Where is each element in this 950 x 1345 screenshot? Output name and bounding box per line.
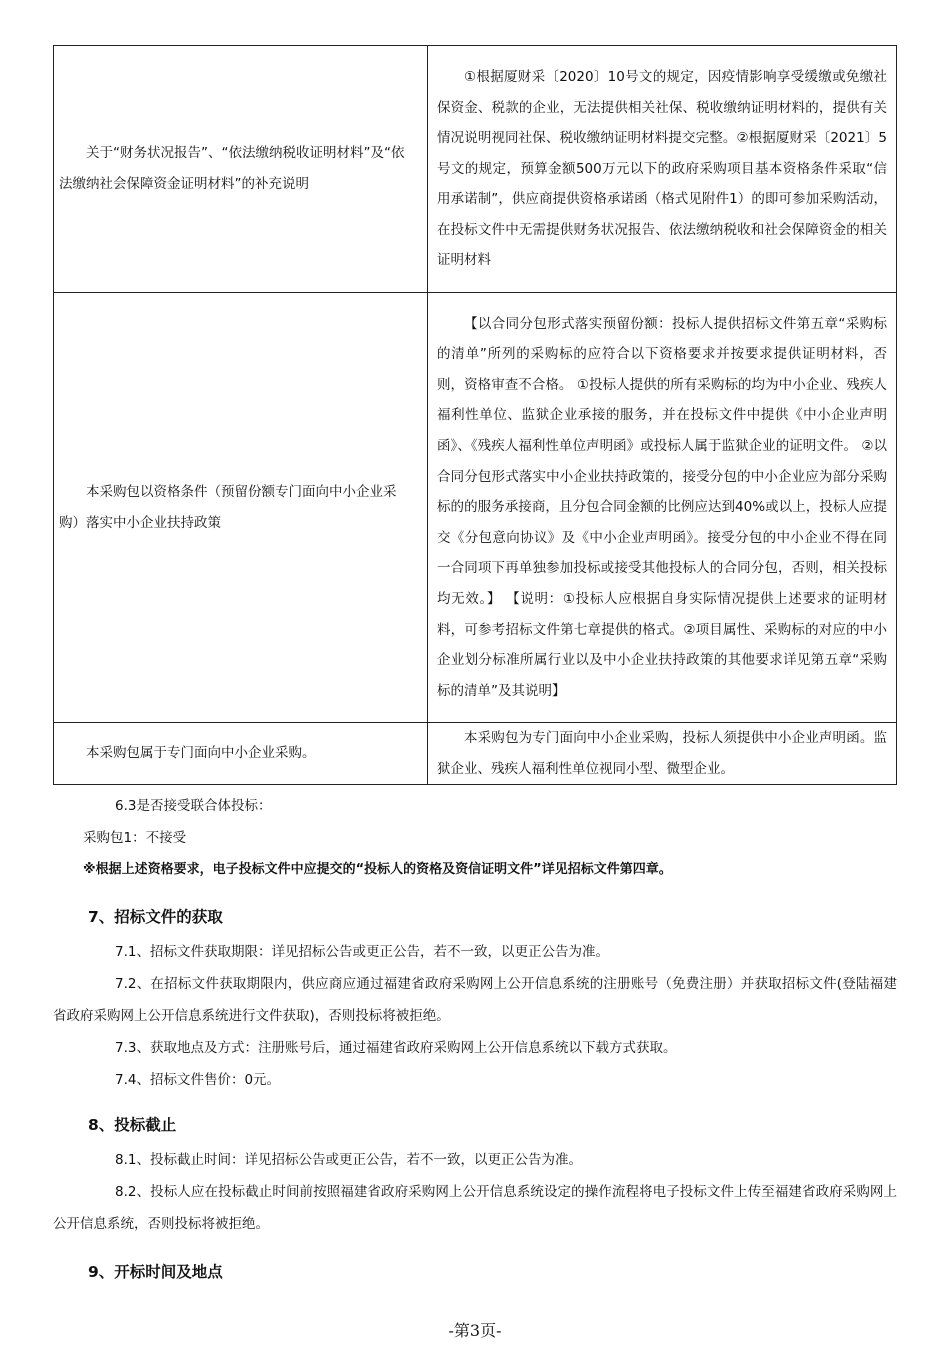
section-8-body bbox=[53, 1144, 897, 1240]
section-6-3 bbox=[53, 790, 897, 886]
list-item: 7.2、在招标文件获取期限内，供应商应通过福建省政府采购网上公开信息系统的注册账号（免费注册）并获取招标文件(登陆福建省政府采购网上公开信息系统进行文件获取)，否则投标将被拒绝。 bbox=[53, 976, 897, 1024]
table-cell-content: 【以合同分包形式落实预留份额：投标人提供招标文件第五章“采购标的清单”所列的采购标的应符合以下资格要求并按要求提供证明材料，否则，资格审查不合格。 ①投标人提供的所有采购标的均为中小企业、残疾人福利性单位、监狱企业承接的服务，并在投标文件中提供《中小企业声明函》、《残疾人福利性单位声明函》或投标人属于监狱企业的证明文件。 ②以合同分包形式落实中小企业扶持政策的，接受分包的中小企业应为部分采购标的的服务承接商，且分包合同金额的比例应达到40%或以上，投标人应提交《分包意向协议》及《中小企业声明函》。接受分包的中小企业不得在同一合同项下再单独参加投标或接受其他投标人的合同分包，否则，相关投标均无效。】 【说明：①投标人应根据自身实际情况提供上述要求的证明材料，可参考招标文件第七章提供的格式。②项目属性、采购标的对应的中小企业划分标准所属行业以及中小企业扶持政策的其他要求详见第五章“采购标的清单”及其说明】 bbox=[428, 293, 897, 723]
section-7-body bbox=[53, 936, 897, 1096]
table-row bbox=[54, 293, 897, 723]
list-item: 7.3、获取地点及方式：注册账号后，通过福建省政府采购网上公开信息系统以下载方式获取。 bbox=[115, 1040, 677, 1056]
section-8-title: 8、投标截止 bbox=[88, 1116, 177, 1134]
list-item: 7.4、招标文件售价：0元。 bbox=[115, 1072, 281, 1088]
list-item: 8.2、投标人应在投标截止时间前按照福建省政府采购网上公开信息系统设定的操作流程将电子投标文件上传至福建省政府采购网上公开信息系统，否则投标将被拒绝。 bbox=[53, 1184, 897, 1232]
section-9-title: 9、开标时间及地点 bbox=[88, 1263, 223, 1281]
table-cell-content: 本采购包为专门面向中小企业采购，投标人须提供中小企业声明函。监狱企业、残疾人福利性单位视同小型、微型企业。 bbox=[428, 723, 897, 785]
list-item: 8.1、投标截止时间：详见招标公告或更正公告，若不一致，以更正公告为准。 bbox=[115, 1152, 582, 1168]
table-cell-label: 本采购包属于专门面向中小企业采购。 bbox=[54, 723, 428, 785]
table-cell-label: 本采购包以资格条件（预留份额专门面向中小企业采购）落实中小企业扶持政策 bbox=[54, 293, 428, 723]
joint-bid-question: 6.3是否接受联合体投标： bbox=[115, 798, 272, 814]
table-row bbox=[54, 723, 897, 785]
page-number: -第3页- bbox=[448, 1321, 502, 1340]
list-item: 7.1、招标文件获取期限：详见招标公告或更正公告，若不一致，以更正公告为准。 bbox=[115, 944, 609, 960]
qualification-note: ※根据上述资格要求，电子投标文件中应提交的“投标人的资格及资信证明文件”详见招标文件第四章。 bbox=[83, 862, 672, 877]
requirements-table bbox=[53, 45, 897, 785]
table-cell-content: ①根据厦财采〔2020〕10号文的规定，因疫情影响享受缓缴或免缴社保资金、税款的企业，无法提供相关社保、税收缴纳证明材料的，提供有关情况说明视同社保、税收缴纳证明材料提交完整。②根据厦财采〔2021〕5号文的规定，预算金额500万元以下的政府采购项目基本资格条件采取“信用承诺制”，供应商提供资格承诺函（格式见附件1）的即可参加采购活动，在投标文件中无需提供财务状况报告、依法缴纳税收和社会保障资金的相关证明材料 bbox=[428, 46, 897, 293]
table-cell-label: 关于“财务状况报告”、“依法缴纳税收证明材料”及“依法缴纳社会保障资金证明材料”的补充说明 bbox=[54, 46, 428, 293]
table-row bbox=[54, 46, 897, 293]
section-7-title: 7、招标文件的获取 bbox=[88, 908, 223, 926]
package-joint-bid: 采购包1：不接受 bbox=[83, 830, 187, 846]
